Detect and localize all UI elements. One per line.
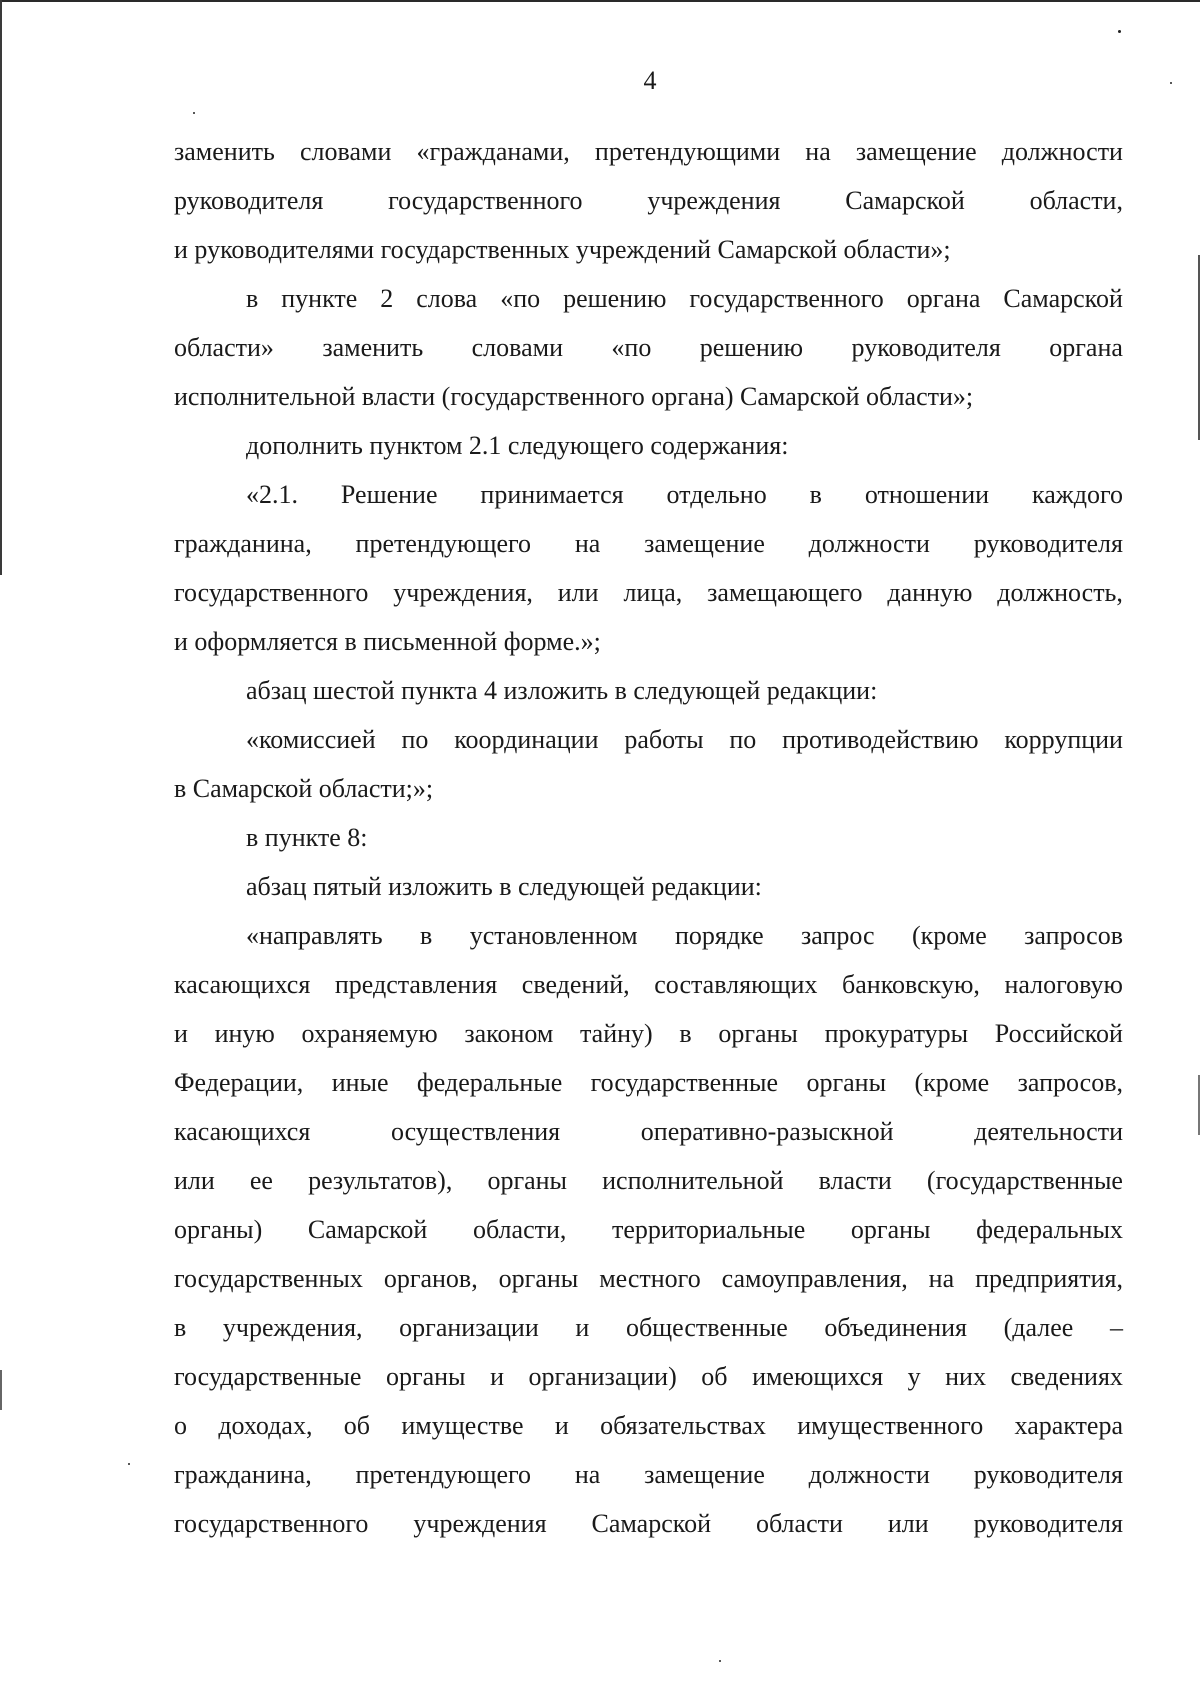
word: запросов, bbox=[1017, 1068, 1123, 1097]
word: области bbox=[755, 1509, 843, 1538]
word: или bbox=[174, 1166, 215, 1195]
word: порядке bbox=[674, 921, 764, 950]
word: представления bbox=[334, 970, 498, 999]
word: и bbox=[174, 1019, 188, 1048]
word: «гражданами, bbox=[416, 137, 570, 166]
word: органы bbox=[850, 1215, 931, 1244]
word: каждого bbox=[1031, 480, 1123, 509]
word: гражданина, bbox=[174, 1460, 312, 1489]
word: учреждения bbox=[413, 1509, 547, 1538]
word: слова bbox=[416, 284, 478, 313]
word: «направлять bbox=[246, 921, 383, 950]
word: имеющихся bbox=[752, 1362, 884, 1391]
word: тайну) bbox=[580, 1019, 653, 1048]
word: координации bbox=[454, 725, 599, 754]
word: руководителя bbox=[973, 1509, 1123, 1538]
word: области, bbox=[1029, 186, 1123, 215]
word: федеральных bbox=[976, 1215, 1123, 1244]
word: банковскую, bbox=[842, 970, 980, 999]
word: пункте bbox=[281, 284, 358, 313]
word: в bbox=[420, 921, 433, 950]
text-line bbox=[174, 127, 1123, 176]
scan-speck bbox=[193, 112, 195, 114]
word: Российской bbox=[994, 1019, 1123, 1048]
word: результатов), bbox=[308, 1166, 453, 1195]
word: коррупции bbox=[1004, 725, 1123, 754]
word: имуществе bbox=[401, 1411, 524, 1440]
word: области» bbox=[174, 333, 274, 362]
text-line bbox=[174, 1058, 1123, 1107]
word: налоговую bbox=[1004, 970, 1123, 999]
word: прокуратуры bbox=[824, 1019, 969, 1048]
word: Самарской bbox=[307, 1215, 428, 1244]
word: государственного bbox=[689, 284, 884, 313]
word: области, bbox=[472, 1215, 567, 1244]
word: замещение bbox=[855, 137, 977, 166]
word: и bbox=[554, 1411, 569, 1440]
word: иные bbox=[331, 1068, 389, 1097]
word: (кроме bbox=[914, 1068, 990, 1097]
word: органов, bbox=[383, 1264, 478, 1293]
word: доходах, bbox=[218, 1411, 313, 1440]
word: должности bbox=[808, 1460, 930, 1489]
word: в bbox=[174, 1313, 187, 1342]
scan-speck bbox=[1118, 30, 1121, 33]
word: учреждения, bbox=[393, 578, 533, 607]
word: 2 bbox=[380, 284, 394, 313]
word: должность, bbox=[997, 578, 1123, 607]
word: данную bbox=[887, 578, 973, 607]
text-line: и руководителями государственных учреждений Самарской области»; bbox=[174, 235, 951, 264]
word: в bbox=[809, 480, 822, 509]
word: словами bbox=[300, 137, 392, 166]
word: запросов bbox=[1024, 921, 1123, 950]
word: руководителя bbox=[973, 529, 1123, 558]
word: словами bbox=[471, 333, 563, 362]
word: или bbox=[557, 578, 599, 607]
scan-border-left-lower bbox=[0, 1370, 2, 1410]
word: принимается bbox=[480, 480, 624, 509]
word: (государственные bbox=[926, 1166, 1123, 1195]
word: Самарской bbox=[845, 186, 965, 215]
word: них bbox=[945, 1362, 986, 1391]
word: замещение bbox=[644, 1460, 765, 1489]
word: решению bbox=[563, 284, 667, 313]
word: запрос bbox=[801, 921, 875, 950]
word: претендующими bbox=[594, 137, 781, 166]
word: замещающего bbox=[707, 578, 863, 607]
text-line bbox=[174, 911, 1123, 960]
word: противодействию bbox=[782, 725, 979, 754]
text-line bbox=[174, 323, 1123, 372]
word: органа bbox=[906, 284, 981, 313]
word: сведениях bbox=[1010, 1362, 1123, 1391]
word: организации bbox=[399, 1313, 539, 1342]
word: власти bbox=[818, 1166, 892, 1195]
word: законом bbox=[464, 1019, 554, 1048]
word: замещение bbox=[644, 529, 765, 558]
word: деятельности bbox=[974, 1117, 1123, 1146]
word: лица, bbox=[623, 578, 683, 607]
word: государственные bbox=[590, 1068, 779, 1097]
word: и bbox=[490, 1362, 504, 1391]
word: Федерации, bbox=[174, 1068, 304, 1097]
word: сведений, bbox=[521, 970, 630, 999]
word: организации) bbox=[528, 1362, 677, 1391]
word: касающихся bbox=[174, 1117, 311, 1146]
word: «2.1. bbox=[246, 480, 298, 509]
scan-border-top bbox=[0, 0, 1200, 2]
word: «по bbox=[500, 284, 541, 313]
word: органы) bbox=[174, 1215, 263, 1244]
word: учреждения, bbox=[222, 1313, 363, 1342]
word: «по bbox=[611, 333, 652, 362]
word: претендующего bbox=[355, 1460, 532, 1489]
text-line: исполнительной власти (государственного органа) Самарской области»; bbox=[174, 382, 974, 411]
word: государственного bbox=[174, 578, 369, 607]
word: территориальные bbox=[612, 1215, 806, 1244]
word: у bbox=[907, 1362, 921, 1391]
text-line bbox=[174, 1450, 1123, 1499]
word: органы bbox=[498, 1264, 579, 1293]
word: на bbox=[805, 137, 831, 166]
text-line bbox=[174, 960, 1123, 1009]
word: заменить bbox=[174, 137, 275, 166]
word: органа bbox=[1049, 333, 1123, 362]
word: государственных bbox=[174, 1264, 363, 1293]
text-line bbox=[174, 568, 1123, 617]
word: охраняемую bbox=[301, 1019, 438, 1048]
word: имущественного bbox=[797, 1411, 984, 1440]
word: федеральные bbox=[416, 1068, 563, 1097]
word: на bbox=[928, 1264, 955, 1293]
word: – bbox=[1109, 1313, 1123, 1342]
word: ее bbox=[249, 1166, 273, 1195]
text-line bbox=[174, 1401, 1123, 1450]
word: гражданина, bbox=[174, 529, 312, 558]
word: государственные bbox=[174, 1362, 362, 1391]
word: об bbox=[343, 1411, 371, 1440]
word: руководителя bbox=[851, 333, 1001, 362]
word: в bbox=[679, 1019, 692, 1048]
word: предприятия, bbox=[975, 1264, 1123, 1293]
text-line: в пункте 8: bbox=[246, 823, 368, 852]
word: осуществления bbox=[390, 1117, 561, 1146]
word: Решение bbox=[340, 480, 438, 509]
text-line bbox=[174, 715, 1123, 764]
word: учреждения bbox=[647, 186, 781, 215]
word: установленном bbox=[469, 921, 638, 950]
word: органы bbox=[718, 1019, 798, 1048]
word: объединения bbox=[824, 1313, 968, 1342]
word: оперативно-разыскной bbox=[640, 1117, 894, 1146]
text-line: абзац шестой пункта 4 изложить в следующей редакции: bbox=[246, 676, 878, 705]
text-line bbox=[174, 274, 1123, 323]
word: отдельно bbox=[666, 480, 767, 509]
word: местного bbox=[599, 1264, 701, 1293]
word: на bbox=[574, 529, 601, 558]
word: Самарской bbox=[591, 1509, 711, 1538]
word: должности bbox=[808, 529, 930, 558]
text-line bbox=[174, 1107, 1123, 1156]
document-body bbox=[174, 127, 1123, 1548]
word: касающихся bbox=[174, 970, 311, 999]
text-line bbox=[174, 1009, 1123, 1058]
word: (кроме bbox=[911, 921, 987, 950]
word: составляющих bbox=[654, 970, 818, 999]
word: или bbox=[887, 1509, 929, 1538]
word: работы bbox=[624, 725, 704, 754]
word: и bbox=[575, 1313, 590, 1342]
word: по bbox=[729, 725, 757, 754]
text-line bbox=[174, 1254, 1123, 1303]
word: самоуправления, bbox=[721, 1264, 908, 1293]
text-line: в Самарской области;»; bbox=[174, 774, 434, 803]
text-line bbox=[174, 470, 1123, 519]
scan-speck bbox=[719, 1660, 721, 1662]
word: органы bbox=[806, 1068, 887, 1097]
text-line: и оформляется в письменной форме.»; bbox=[174, 627, 601, 656]
text-line: абзац пятый изложить в следующей редакции: bbox=[246, 872, 762, 901]
word: претендующего bbox=[355, 529, 532, 558]
text-line bbox=[174, 1352, 1123, 1401]
page-number: 4 bbox=[643, 66, 657, 95]
text-line bbox=[174, 1156, 1123, 1205]
word: на bbox=[574, 1460, 601, 1489]
word: общественные bbox=[625, 1313, 788, 1342]
word: государственного bbox=[388, 186, 583, 215]
word: иную bbox=[214, 1019, 275, 1048]
word: руководителя bbox=[973, 1460, 1123, 1489]
word: по bbox=[401, 725, 429, 754]
text-line: дополнить пунктом 2.1 следующего содержания: bbox=[246, 431, 789, 460]
text-line bbox=[174, 1303, 1123, 1352]
text-line bbox=[174, 1205, 1123, 1254]
word: о bbox=[174, 1411, 187, 1440]
word: заменить bbox=[322, 333, 424, 362]
text-line bbox=[174, 519, 1123, 568]
word: органы bbox=[487, 1166, 568, 1195]
text-line bbox=[174, 176, 1123, 225]
word: государственного bbox=[174, 1509, 369, 1538]
scan-speck bbox=[128, 1463, 130, 1465]
word: в bbox=[246, 284, 259, 313]
word: органы bbox=[385, 1362, 466, 1391]
word: (далее bbox=[1003, 1313, 1074, 1342]
word: об bbox=[701, 1362, 728, 1391]
word: «комиссией bbox=[246, 725, 376, 754]
text-line bbox=[174, 1499, 1123, 1548]
word: отношении bbox=[864, 480, 990, 509]
word: исполнительной bbox=[602, 1166, 784, 1195]
word: обязательствах bbox=[600, 1411, 766, 1440]
word: характера bbox=[1014, 1411, 1123, 1440]
word: решению bbox=[699, 333, 804, 362]
word: должности bbox=[1001, 137, 1123, 166]
word: руководителя bbox=[174, 186, 324, 215]
word: Самарской bbox=[1003, 284, 1123, 313]
